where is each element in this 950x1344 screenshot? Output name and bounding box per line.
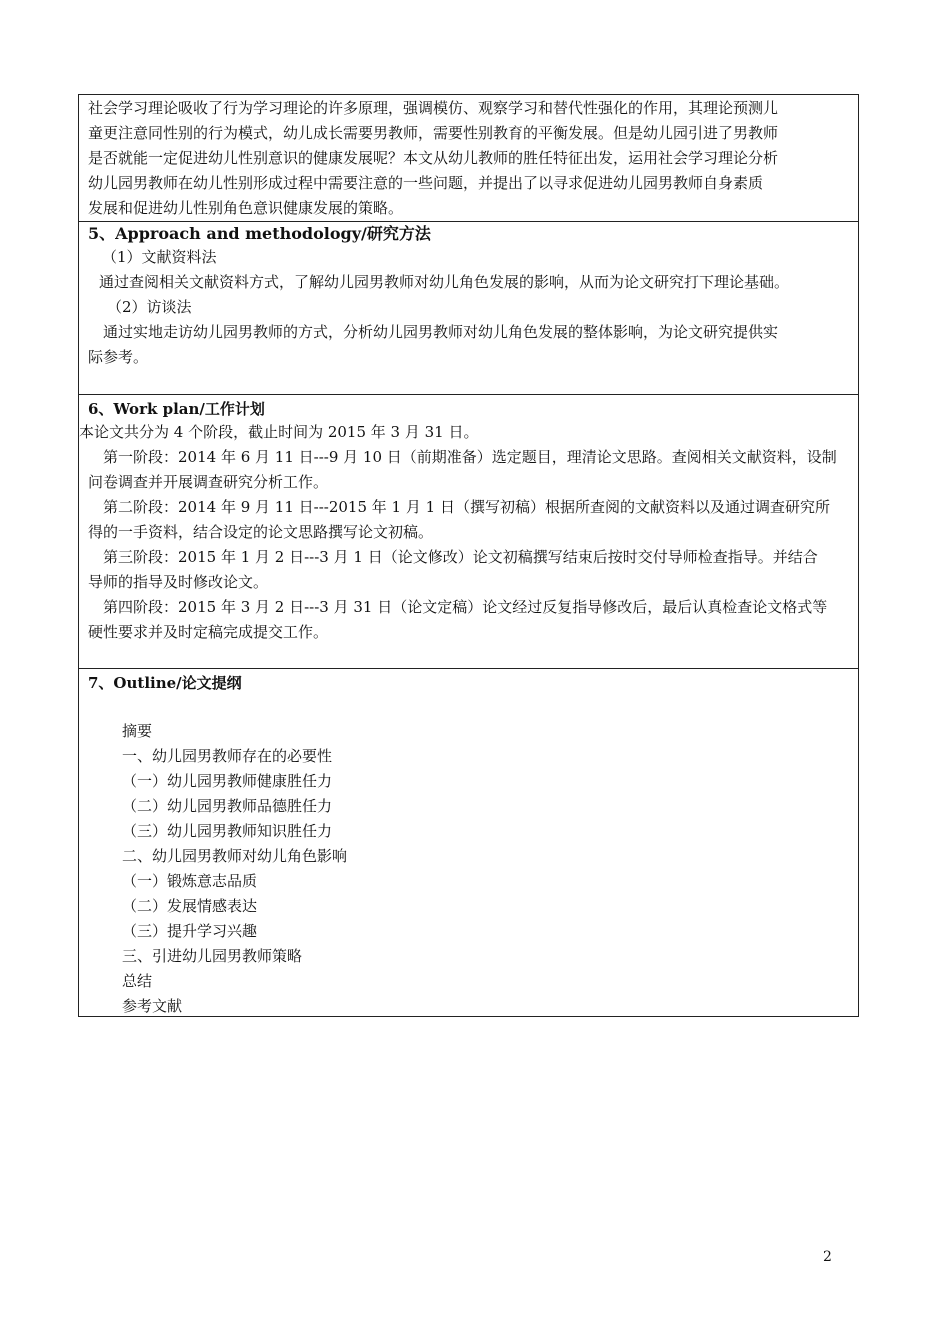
workplan-heading: 6、Work plan/工作计划	[88, 400, 265, 418]
method-2-title: （2）访谈法	[107, 298, 192, 316]
outline-item: 一、幼儿园男教师存在的必要性	[122, 747, 333, 765]
background-line: 是否就能一定促进幼儿性别意识的健康发展呢？本文从幼儿教师的胜任特征出发，运用社会学习理论分析	[88, 149, 779, 167]
stage-2-line-cont: 得的一手资料，结合设定的论文思路撰写论文初稿。	[88, 523, 434, 541]
outline-item: 摘要	[122, 722, 153, 740]
stage-3-line: 第三阶段：2015 年 1 月 2 日---3 月 1 日（论文修改）论文初稿撰写结束后按时交付导师检查指导。并结合	[103, 548, 818, 566]
outline-item: （二）幼儿园男教师品德胜任力	[122, 797, 333, 815]
outline-item: （三）幼儿园男教师知识胜任力	[122, 822, 333, 840]
section-methodology-cell	[79, 221, 858, 394]
method-2-text: 通过实地走访幼儿园男教师的方式，分析幼儿园男教师对幼儿角色发展的整体影响，为论文研究提供实	[103, 323, 779, 341]
method-1-text: 通过查阅相关文献资料方式，了解幼儿园男教师对幼儿角色发展的影响，从而为论文研究打下理论基础。	[99, 273, 790, 291]
proposal-table	[78, 94, 859, 1017]
stage-2-line: 第二阶段：2014 年 9 月 11 日---2015 年 1 月 1 日（撰写初稿）根据所查阅的文献资料以及通过调查研究所	[103, 498, 830, 516]
outline-item: （一）幼儿园男教师健康胜任力	[122, 772, 333, 790]
section-outline-cell	[79, 668, 858, 1016]
section-workplan-cell	[79, 394, 858, 668]
method-1-title: （1）文献资料法	[102, 248, 217, 266]
outline-item: 总结	[122, 972, 153, 990]
outline-item: 二、幼儿园男教师对幼儿角色影响	[122, 847, 348, 865]
background-line: 幼儿园男教师在幼儿性别形成过程中需要注意的一些问题，并提出了以寻求促进幼儿园男教师自身素质	[88, 174, 764, 192]
method-2-text-cont: 际参考。	[88, 348, 149, 366]
outline-item: （二）发展情感表达	[122, 897, 258, 915]
stage-3-line-cont: 导师的指导及时修改论文。	[88, 573, 269, 591]
stage-1-line: 第一阶段：2014 年 6 月 11 日---9 月 10 日（前期准备）选定题目，理清论文思路。查阅相关文献资料，设制	[103, 448, 837, 466]
outline-heading: 7、Outline/论文提纲	[88, 674, 242, 692]
background-line: 发展和促进幼儿性别角色意识健康发展的策略。	[88, 199, 404, 217]
outline-item: 三、引进幼儿园男教师策略	[122, 947, 303, 965]
outline-item: （三）提升学习兴趣	[122, 922, 258, 940]
background-line: 社会学习理论吸收了行为学习理论的许多原理，强调模仿、观察学习和替代性强化的作用，其理论预测儿	[88, 99, 779, 117]
background-line: 童更注意同性别的行为模式，幼儿成长需要男教师，需要性别教育的平衡发展。但是幼儿园引进了男教师	[88, 124, 779, 142]
stage-1-line-cont: 问卷调查并开展调查研究分析工作。	[88, 473, 329, 491]
stage-4-line-cont: 硬性要求并及时定稿完成提交工作。	[88, 623, 329, 641]
workplan-intro: 本论文共分为 4 个阶段，截止时间为 2015 年 3 月 31 日。	[79, 423, 479, 441]
outline-item: 参考文献	[122, 997, 183, 1015]
stage-4-line: 第四阶段：2015 年 3 月 2 日---3 月 31 日（论文定稿）论文经过反复指导修改后，最后认真检查论文格式等	[103, 598, 828, 616]
methodology-heading: 5、Approach and methodology/研究方法	[88, 224, 431, 243]
page-number: 2	[823, 1249, 832, 1265]
outline-item: （一）锻炼意志品质	[122, 872, 258, 890]
section-background-cell	[79, 95, 858, 221]
